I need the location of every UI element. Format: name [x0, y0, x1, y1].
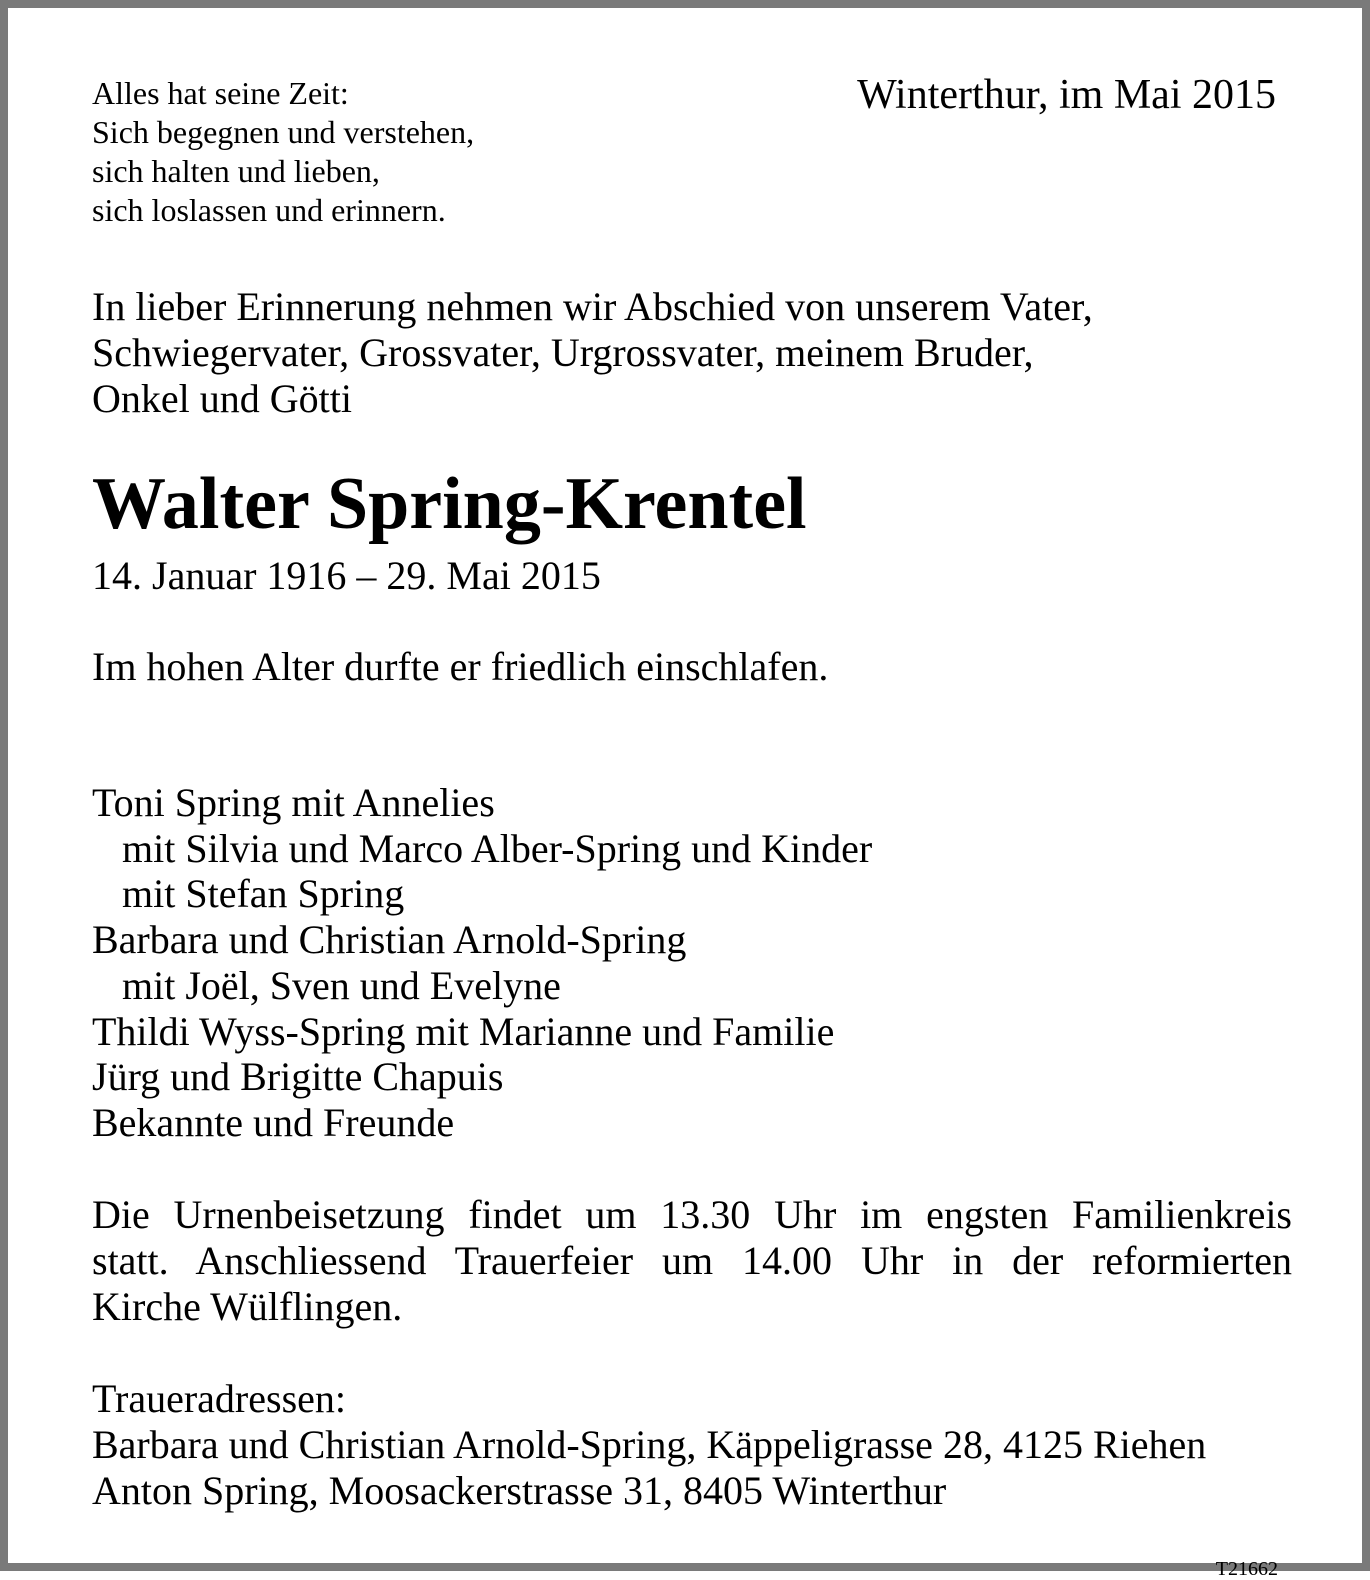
place-and-date: Winterthur, im Mai 2015: [857, 72, 1276, 118]
motto-line: Sich begegnen und verstehen,: [92, 114, 475, 150]
lifespan-dates: 14. Januar 1916 – 29. Mai 2015: [92, 553, 601, 598]
address-line: Barbara und Christian Arnold-Spring, Käppeligrasse 28, 4125 Riehen: [92, 1422, 1207, 1467]
mourner-entry: mit Joël, Sven und Evelyne: [122, 962, 561, 1008]
reference-code: T21662: [1215, 1558, 1278, 1580]
address-line: Anton Spring, Moosackerstrasse 31, 8405 Winterthur: [92, 1468, 947, 1513]
mourner-entry: Toni Spring mit Annelies: [92, 780, 495, 825]
mourner-entry: Thildi Wyss-Spring mit Marianne und Familie: [92, 1008, 835, 1054]
service-line: Die Urnenbeisetzung findet um 13.30 Uhr im engsten Familienkreis: [92, 1192, 1292, 1237]
addresses-heading: Traueradressen:: [92, 1376, 347, 1421]
motto-verse: [92, 74, 474, 230]
mourner-entry: Jürg und Brigitte Chapuis: [92, 1054, 504, 1100]
intro-line: Onkel und Götti: [92, 376, 352, 421]
intro-line: In lieber Erinnerung nehmen wir Abschied von unserem Vater,: [92, 284, 1093, 329]
mourner-entry: mit Silvia und Marco Alber-Spring und Kinder: [122, 825, 873, 871]
service-line: Kirche Wülflingen.: [92, 1284, 403, 1329]
deceased-name: Walter Spring-Krentel: [92, 463, 807, 545]
mourner-entry: Barbara und Christian Arnold-Spring: [92, 917, 687, 963]
mourner-entry: mit Stefan Spring: [122, 871, 405, 917]
motto-line: Alles hat seine Zeit:: [92, 75, 349, 111]
service-line: statt. Anschliessend Trauerfeier um 14.00 Uhr in der reformierten: [92, 1238, 1292, 1283]
mourner-entry: Bekannte und Freunde: [92, 1099, 455, 1145]
mourning-addresses: [92, 1376, 1206, 1514]
mourners-list: [92, 780, 872, 1146]
motto-line: sich loslassen und erinnern.: [92, 192, 446, 228]
motto-line: sich halten und lieben,: [92, 153, 380, 189]
passing-statement: Im hohen Alter durfte er friedlich einschlafen.: [92, 644, 829, 689]
service-details: [92, 1192, 1292, 1330]
intro-text: [92, 284, 1093, 422]
intro-line: Schwiegervater, Grossvater, Urgrossvater, meinem Bruder,: [92, 330, 1034, 375]
